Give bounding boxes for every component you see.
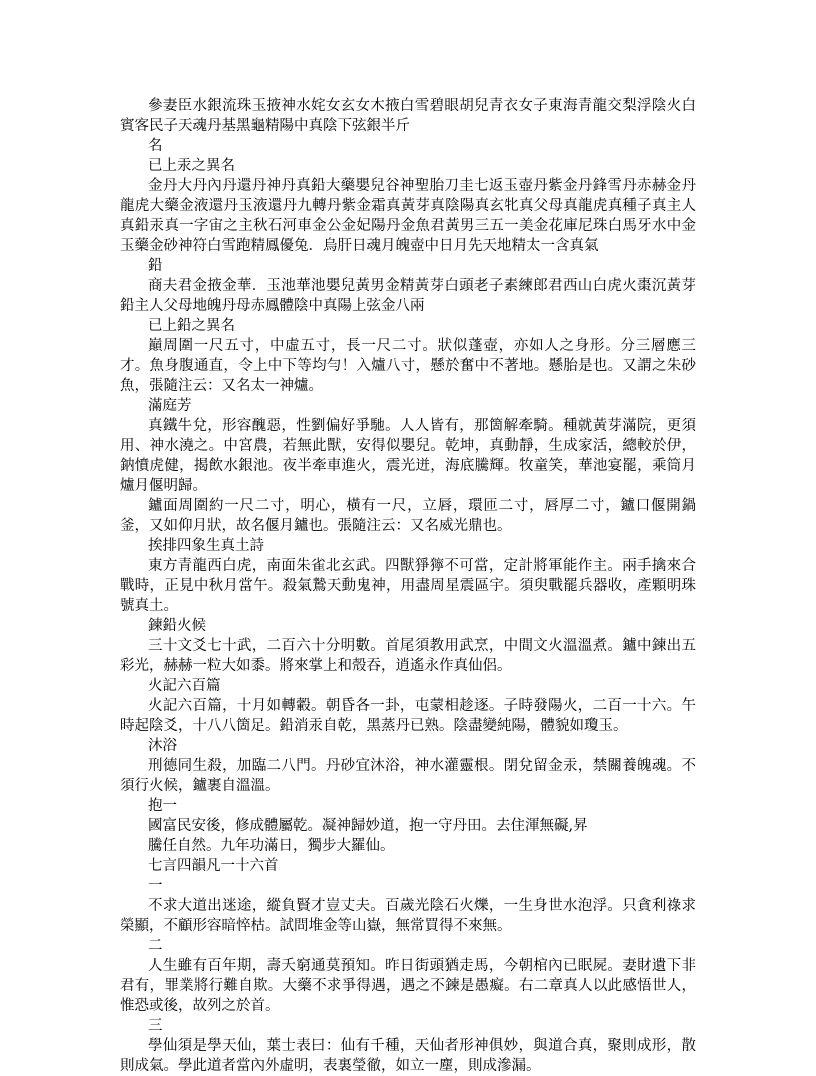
body-paragraph: 刑德同生殺，加臨二八門。丹砂宜沐浴，神水灌靈根。閉兌留金汞，禁關養魄魂。不須行火候，鑪裹自溫溫。 xyxy=(120,758,696,794)
body-paragraph: 參妻臣水銀流珠玉掖神水姹女玄女木掖白雪碧眼胡兒青衣女子東海青龍交梨浮陰火白賓客民子天魂丹基黑龜精陽中真陰下弦銀半斤 xyxy=(120,98,696,134)
section-heading: 沐浴 xyxy=(148,738,177,754)
body-paragraph: 金丹大丹內丹還丹神丹真鉛大藥嬰兒谷神聖胎刀圭七返玉壺丹紫金丹鋒雪丹赤赫金丹龍虎大藥金液還丹玉液還丹九轉丹紫金霜真黃芽真陰陽真玄牝真父母真龍虎真種子真主人真鉛汞真一字宙之主秋石河車金公金妃陽丹金魚君黃男三五一美金花庫尼珠白馬牙水中金玉藥金砂神符白雪跑精鳳優兔．烏肝日魂月魄壺中日月先天地精太一含真氣 xyxy=(120,178,696,254)
body-paragraph: 鑪面周圍約一尺二寸，明心，橫有一尺，立唇，環匝二寸，唇厚二寸，鑪口偃開鍋釜，又如仰月狀，故名偃月鑪也。張隨注云：又名威光鼎也。 xyxy=(120,498,696,534)
body-paragraph: 人生雖有百年期，壽夭窮通莫預知。昨日街頭猶走馬，今朝棺內已眠屍。妻財遺下非君有，罪業將行難自欺。大藥不求爭得遇，遇之不鍊是愚癡。右二章真人以此感悟世人，惟恐或後，故列之於首。 xyxy=(120,958,696,1014)
section-heading: 三 xyxy=(148,1018,163,1034)
body-paragraph: 巔周圍一尺五寸，中虛五寸，長一尺二寸。狀似蓬壺，亦如人之身形。分三層應三才。魚身腹通直，令上中下等均勻！入爐八寸，懸於奮中不著地。懸胎是也。又謂之朱砂魚，張隨注云：又名太一神爐。 xyxy=(120,338,696,394)
section-heading: 已上汞之異名 xyxy=(148,158,235,174)
section-heading: 一 xyxy=(148,878,163,894)
body-paragraph: 國富民安後，修成體屬乾。凝神歸妙道，抱一守丹田。去住渾無礙,昇 xyxy=(148,818,588,834)
section-heading: 火記六百篇 xyxy=(148,678,221,694)
section-heading: 已上鉛之異名 xyxy=(148,318,235,334)
body-paragraph: 真鐵牛兌，形容醜惡，性劉偏好爭馳。人人皆有，那箇解牽騎。種就黃芽滿院，更須用、神水澆之。中宮農，若無此獸，安得似嬰兒。乾坤，真動靜，生成家活，總較於伊，鈉憤虎健，揭飲水銀池。夜半牽車進火，震光迸，海底騰輝。牧童笑，華池宴罷，乘筒月爐月偃明歸。 xyxy=(120,418,696,494)
section-heading: 鍊鉛火候 xyxy=(148,618,206,634)
body-paragraph: 火記六百篇，十月如轉轂。朝昏各一卦，屯蒙相趁逐。子時發陽火，二百一十六。午時起陰爻，十八八箇足。鉛消汞自乾，黑蒸丹已熟。陰盡變純陽，體貌如瓊玉。 xyxy=(120,698,696,734)
section-heading: 二 xyxy=(148,938,163,954)
section-heading: 挨排四象生真土詩 xyxy=(148,538,264,554)
body-paragraph: 不求大道出迷途，縱負賢才豈丈夫。百歲光陰石火爍，一生身世水泡浮。只貪利祿求榮顯，不顧形容暗悴枯。試問堆金等山嶽，無常買得不來無。 xyxy=(120,898,696,934)
document-page xyxy=(120,96,696,1076)
body-paragraph: 學仙須是學天仙，葉士表曰：仙有千種，天仙者形神俱妙，與道合真，聚則成形，散則成氣。學此道者當內外虛明，表裏瑩徹，如立一塵，則成滲漏。 xyxy=(120,1038,696,1074)
section-heading: 抱一 xyxy=(148,798,177,814)
section-heading: 滿庭芳 xyxy=(148,398,192,414)
body-paragraph: 東方青龍西白虎，南面朱雀北玄武。四獸猙獰不可當，定計將軍能作主。兩手擒來合戰時，正見中秋月當午。殺氣鷙天動鬼神，用盡周星震區宇。須臾戰罷兵器收，產顆明珠號真土。 xyxy=(120,558,696,614)
body-paragraph: 商夫君金掖金華．玉池華池嬰兒黃男金精黃芽白頭老子素練郎君西山白虎火棗沉黃芽鉛主人父母地魄丹母赤鳳體陰中真陽上弦金八兩 xyxy=(120,278,696,314)
body-paragraph: 三十文爻七十武，二百六十分明數。首尾須教用武烹，中間文火溫溫煮。鑪中鍊出五彩光，赫赫一粒大如黍。將來掌上和殼吞，逍遙永作真仙侶。 xyxy=(120,638,696,674)
section-heading: 名 xyxy=(148,138,163,154)
section-heading: 鉛 xyxy=(148,258,163,274)
section-heading: 七言四韻凡一十六首 xyxy=(148,858,279,874)
body-paragraph: 騰任自然。九年功滿日，獨步大羅仙。 xyxy=(148,838,395,854)
